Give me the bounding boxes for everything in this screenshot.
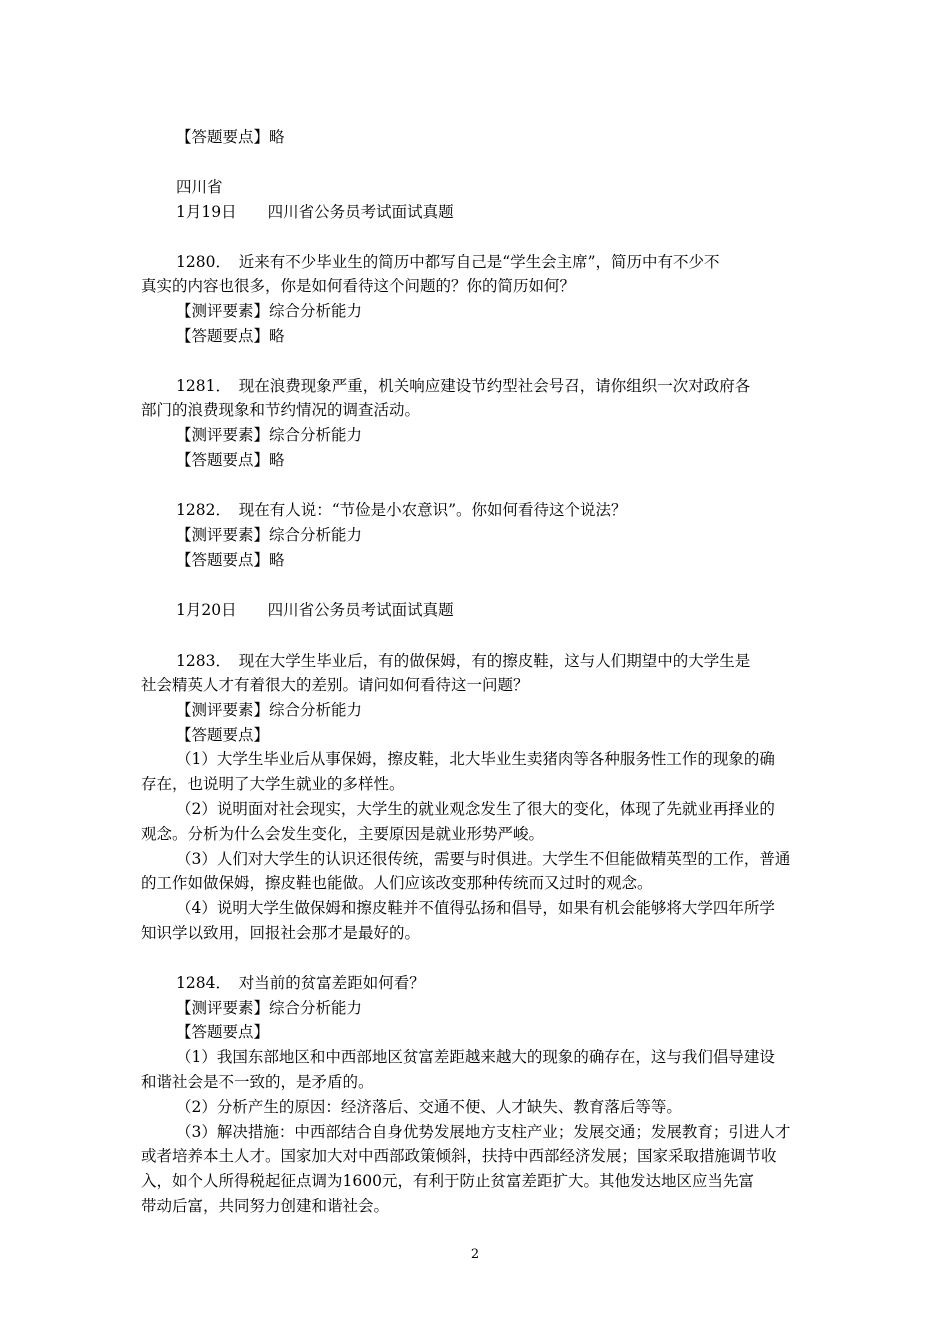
answer-point-line: 【答题要点】略 <box>176 551 285 569</box>
date-heading: 1月20日 四川省公务员考试面试真题 <box>176 601 454 619</box>
section-heading-province: 四川省 <box>176 178 223 196</box>
evaluation-element: 【测评要素】综合分析能力 <box>176 999 363 1017</box>
question-1282: 1282． 现在有人说：“节俭是小农意识”。你如何看待这个说法？ <box>176 501 627 519</box>
question-1280-cont: 真实的内容也很多，你是如何看待这个问题的？你的简历如何？ <box>141 277 576 295</box>
evaluation-element: 【测评要素】综合分析能力 <box>176 302 363 320</box>
question-1283-cont: 社会精英人才有着很大的差别。请问如何看待这一问题？ <box>141 676 529 694</box>
evaluation-element: 【测评要素】综合分析能力 <box>176 526 363 544</box>
answer-point-line: 【答题要点】略 <box>176 451 285 469</box>
question-1281-cont: 部门的浪费现象和节约情况的调查活动。 <box>141 401 421 419</box>
question-1281: 1281． 现在浪费现象严重，机关响应建设节约型社会号召，请你组织一次对政府各 <box>176 377 751 395</box>
answer-item: （3）人们对大学生的认识还很传统，需要与时俱进。大学生不但能做精英型的工作，普通 <box>176 850 791 868</box>
answer-point-heading: 【答题要点】 <box>176 726 270 744</box>
answer-item-cont: 带动后富，共同努力创建和谐社会。 <box>141 1197 390 1215</box>
answer-point-heading: 【答题要点】 <box>176 1023 270 1041</box>
question-1284: 1284． 对当前的贫富差距如何看？ <box>176 974 425 992</box>
answer-point-line: 【答题要点】略 <box>176 128 285 146</box>
answer-item-cont: 观念。分析为什么会发生变化，主要原因是就业形势严峻。 <box>141 825 545 843</box>
answer-item-cont: 和谐社会是不一致的，是矛盾的。 <box>141 1073 374 1091</box>
evaluation-element: 【测评要素】综合分析能力 <box>176 426 363 444</box>
answer-item-cont: 知识学以致用，回报社会那才是最好的。 <box>141 924 421 942</box>
answer-item: （1）大学生毕业后从事保姆，擦皮鞋，北大毕业生卖猪肉等各种服务性工作的现象的确 <box>176 750 775 768</box>
evaluation-element: 【测评要素】综合分析能力 <box>176 701 363 719</box>
answer-item-cont: 的工作如做保姆，擦皮鞋也能做。人们应该改变那种传统而又过时的观念。 <box>141 874 653 892</box>
question-1283: 1283． 现在大学生毕业后，有的做保姆，有的擦皮鞋，这与人们期望中的大学生是 <box>176 652 751 670</box>
answer-item: （1）我国东部地区和中西部地区贫富差距越来越大的现象的确存在，这与我们倡导建设 <box>176 1048 775 1066</box>
question-1280: 1280． 近来有不少毕业生的简历中都写自己是“学生会主席”，简历中有不少不 <box>176 253 720 271</box>
date-heading: 1月19日 四川省公务员考试面试真题 <box>176 203 454 221</box>
answer-item-cont: 入，如个人所得税起征点调为1600元，有利于防止贫富差距扩大。其他发达地区应当先富 <box>141 1172 754 1190</box>
answer-point-line: 【答题要点】略 <box>176 327 285 345</box>
answer-item: （4）说明大学生做保姆和擦皮鞋并不值得弘扬和倡导，如果有机会能够将大学四年所学 <box>176 899 775 917</box>
answer-item-cont: 存在，也说明了大学生就业的多样性。 <box>141 775 405 793</box>
page-number: 2 <box>470 1247 480 1262</box>
answer-item: （3）解决措施：中西部结合自身优势发展地方支柱产业；发展交通；发展教育；引进人才 <box>176 1123 791 1141</box>
answer-item-cont: 或者培养本土人才。国家加大对中西部政策倾斜，扶持中西部经济发展；国家采取措施调节收 <box>141 1147 777 1165</box>
answer-item: （2）分析产生的原因：经济落后、交通不便、人才缺失、教育落后等等。 <box>176 1098 682 1116</box>
answer-item: （2）说明面对社会现实，大学生的就业观念发生了很大的变化，体现了先就业再择业的 <box>176 800 775 818</box>
